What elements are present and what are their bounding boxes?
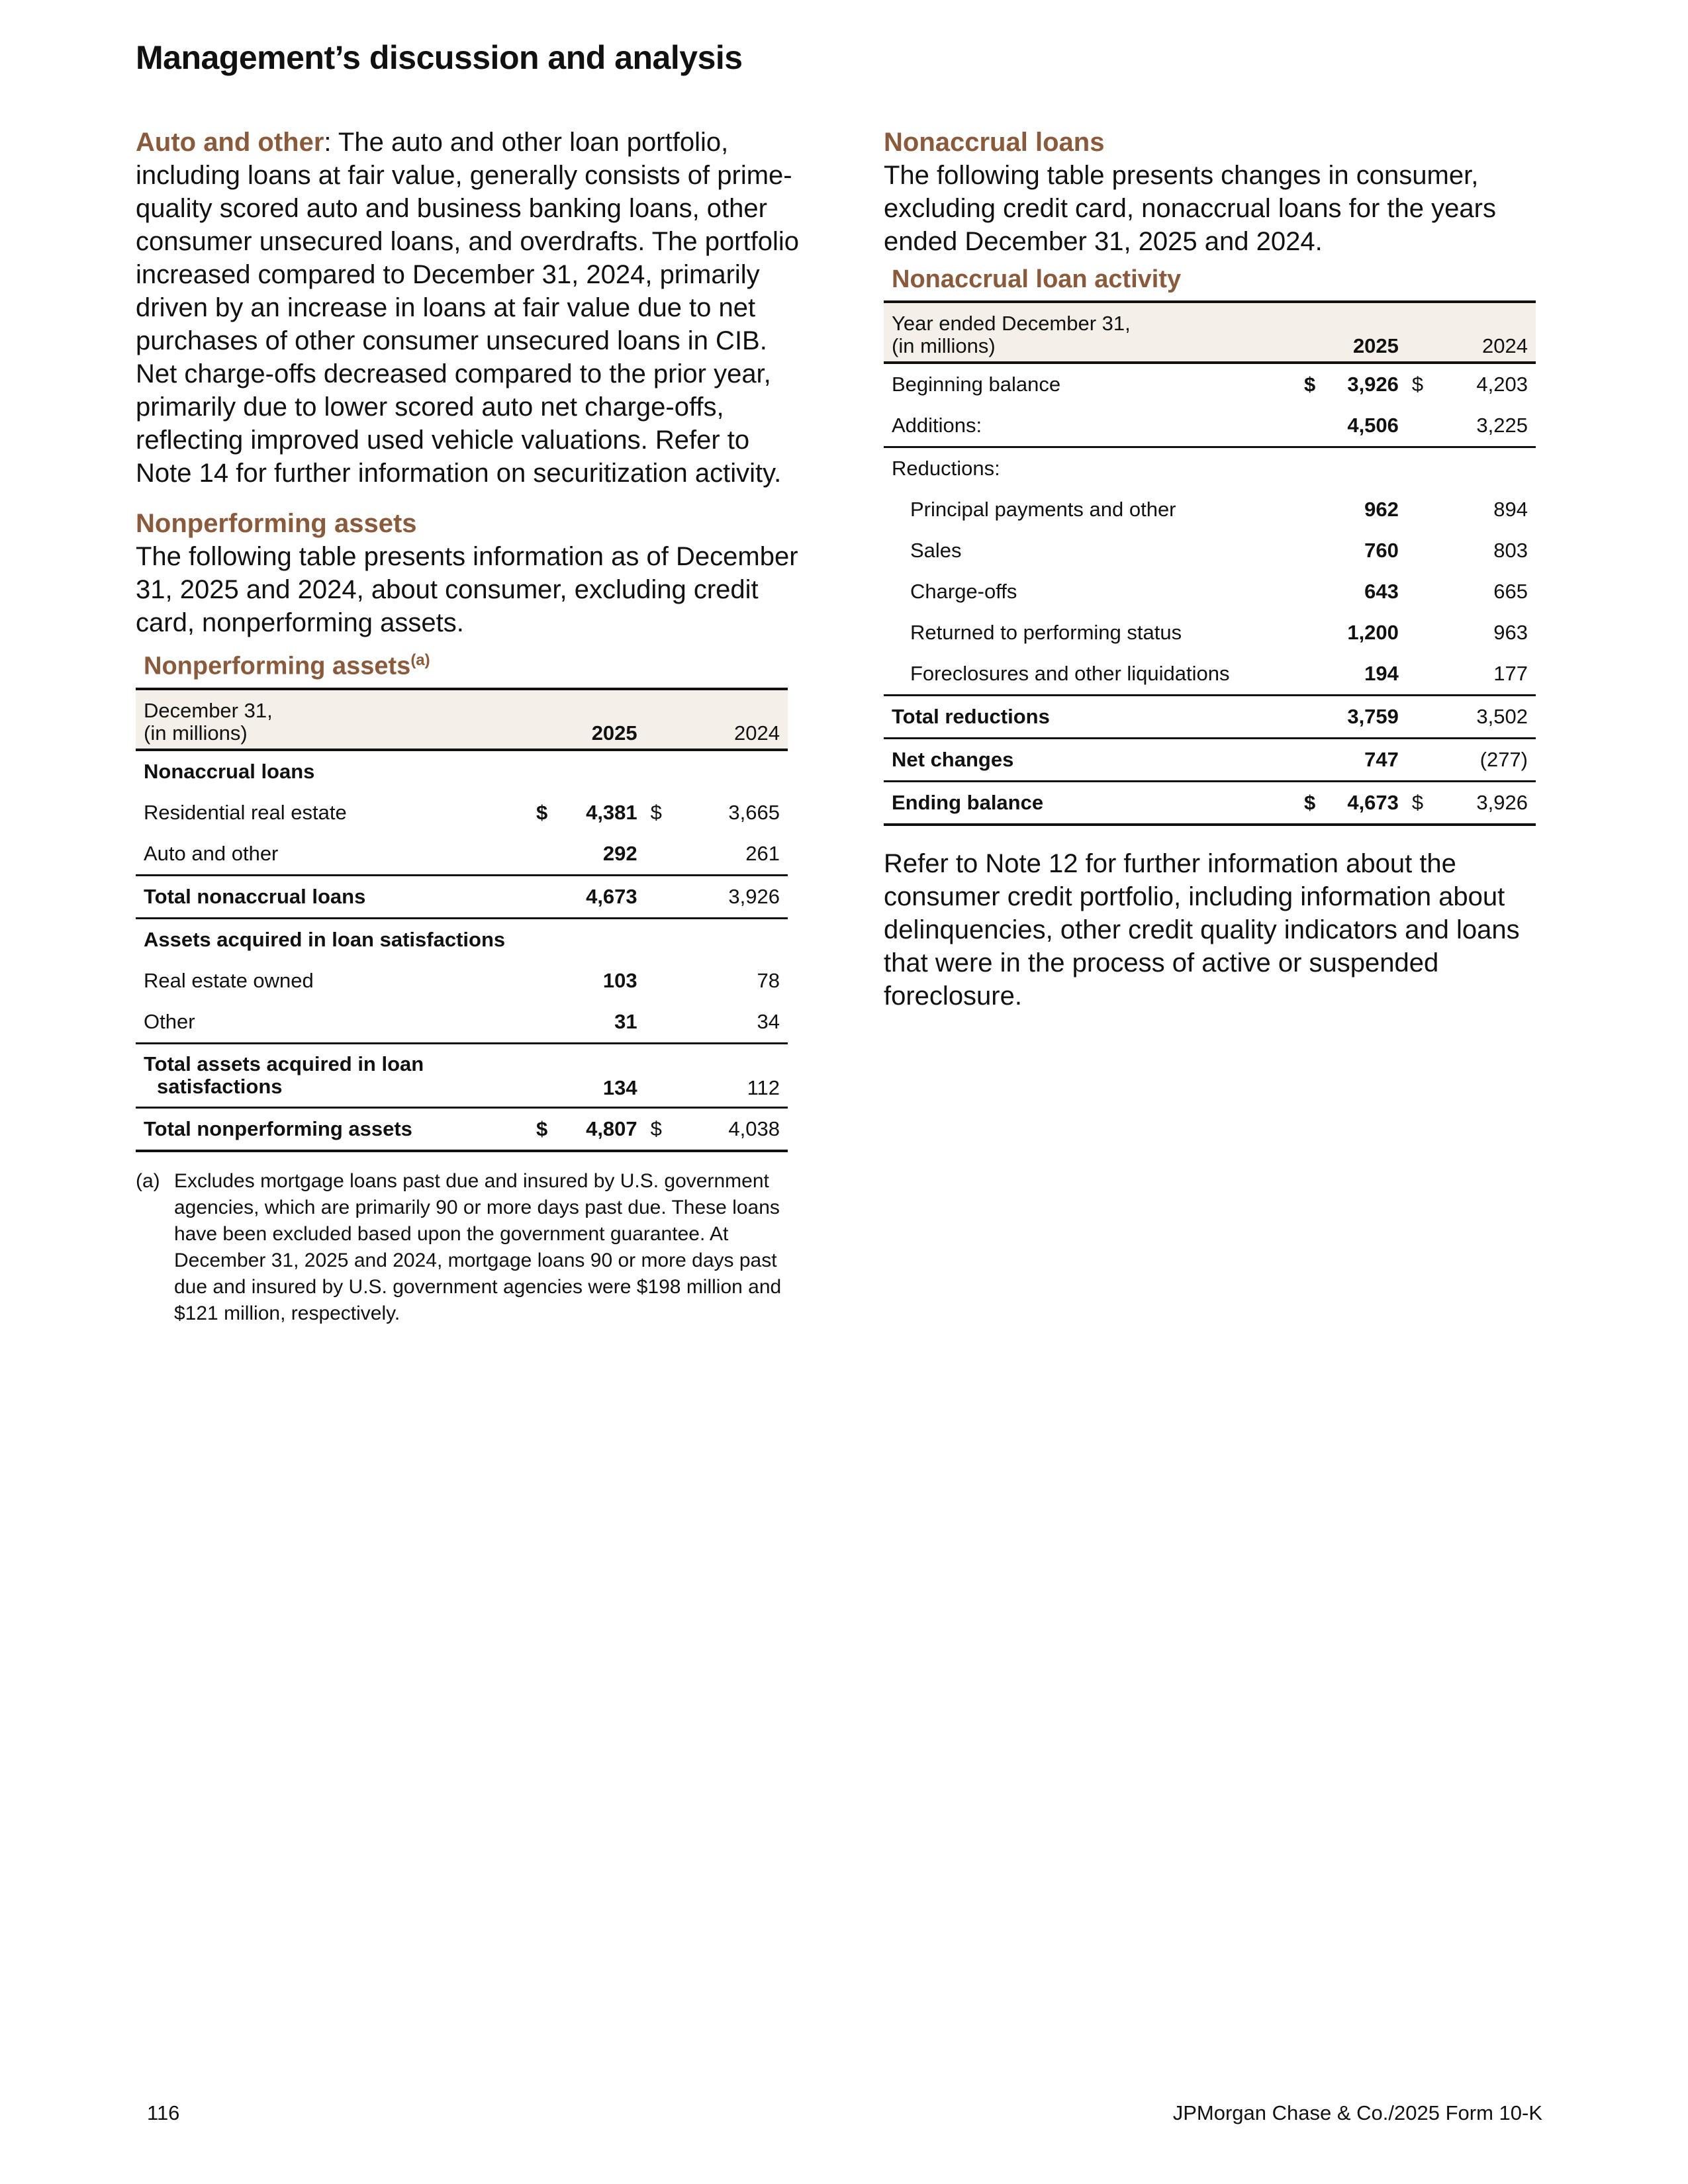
- header-label: December 31, (in millions): [144, 698, 273, 745]
- table-header-row: [136, 689, 788, 750]
- table-row: Real estate owned 103 78: [144, 968, 780, 992]
- footnote-ref: (a): [410, 651, 430, 669]
- refer-note-paragraph: Refer to Note 12 for further information about the consumer credit portfolio, including information about delinquencies, other credit quality indicators and loans that were in the process of active or suspended foreclosure.: [884, 849, 1520, 1011]
- table-header-row: [884, 302, 1536, 363]
- table-grand-total-row: Total nonperforming assets $ 4,807 $ 4,038: [136, 1107, 788, 1151]
- document-footer: JPMorgan Chase & Co./2025 Form 10-K: [1172, 2101, 1542, 2124]
- auto-and-other-paragraph: [136, 126, 811, 490]
- right-column: [884, 126, 1552, 1013]
- column-2024: 2024: [1482, 334, 1528, 357]
- auto-and-other-lead: Auto and other: [136, 128, 324, 157]
- page-number: 116: [147, 2101, 180, 2124]
- left-column: [136, 126, 811, 1327]
- section-row: Assets acquired in loan satisfactions: [136, 918, 788, 960]
- table-total-row: Total reductions 3,759 3,502: [884, 696, 1536, 739]
- table-row: Auto and other 292 261: [144, 841, 780, 865]
- table-total-row: Total assets acquired in loan satisfactions 134 112: [136, 1043, 788, 1107]
- table-row: Principal payments and other 962 894: [910, 498, 1528, 521]
- table-total-row: Total nonaccrual loans 4,673 3,926: [136, 875, 788, 918]
- table-row: Other 31 34: [144, 1009, 780, 1033]
- nonperforming-assets-table: [136, 688, 788, 1152]
- table-row: Residential real estate $ 4,381 $ 3,665: [144, 800, 780, 824]
- footnote-mark: (a): [136, 1169, 160, 1192]
- table-row: Additions: 4,506 3,225: [892, 414, 1528, 437]
- footnote-text: Excludes mortgage loans past due and insured by U.S. government agencies, which are primarily 90 or more days past due. These loans have been excluded based upon the government guarantee. At December 31, 2025 and 2024, mortgage loans 90 or more days past due and insured by U.S. government agencies were $198 million and $121 million, respectively.: [174, 1169, 782, 1324]
- section-row: Reductions:: [884, 447, 1536, 490]
- table-grand-total-row: Ending balance $ 4,673 $ 3,926: [884, 782, 1536, 825]
- nonaccrual-loans-intro: The following table presents changes in consumer, excluding credit card, nonaccrual loans for the years ended December 31, 2025 and 2024.: [884, 161, 1496, 256]
- page-title: Management’s discussion and analysis: [136, 39, 743, 76]
- nonaccrual-loans-heading: Nonaccrual loans: [884, 128, 1105, 157]
- auto-and-other-text: : The auto and other loan portfolio, including loans at fair value, generally consists of prime-quality scored auto and business banking loans, other consumer unsecured loans, and overdrafts. The portfolio increased compared to December 31, 2024, primarily driven by an increase in loans at fair value due to net purchases of other consumer unsecured loans in CIB. Net charge-offs decreased compared to the prior year, primarily due to lower scored auto net charge-offs, reflecting improved used vehicle valuations. Refer to Note 14 for further information on securitization activity.: [136, 128, 800, 488]
- table-row: Sales 760 803: [910, 539, 1528, 562]
- column-2024: 2024: [734, 721, 780, 745]
- section-row: Nonaccrual loans: [144, 759, 315, 783]
- nonperforming-table-title-text: Nonperforming assets: [144, 652, 411, 680]
- nonperforming-table-title: [144, 645, 811, 682]
- column-2025: 2025: [1352, 334, 1399, 357]
- nonperforming-assets-intro: The following table presents information as of December 31, 2025 and 2024, about consumer, excluding credit card, nonperforming assets.: [136, 542, 798, 637]
- table-total-row: Net changes 747 (277): [884, 739, 1536, 782]
- nonaccrual-activity-table: [884, 300, 1536, 826]
- nonperforming-assets-heading: Nonperforming assets: [136, 509, 417, 538]
- footnote: [136, 1168, 811, 1327]
- column-2025: 2025: [591, 721, 637, 745]
- table-row: Beginning balance $ 3,926 $ 4,203: [892, 373, 1528, 396]
- table-row: Charge-offs 643 665: [910, 580, 1528, 603]
- table-row: Foreclosures and other liquidations 194 177: [910, 662, 1528, 685]
- nonaccrual-activity-title: Nonaccrual loan activity: [892, 265, 1182, 293]
- table-row: Returned to performing status 1,200 963: [910, 621, 1528, 644]
- header-label: Year ended December 31, (in millions): [892, 312, 1131, 357]
